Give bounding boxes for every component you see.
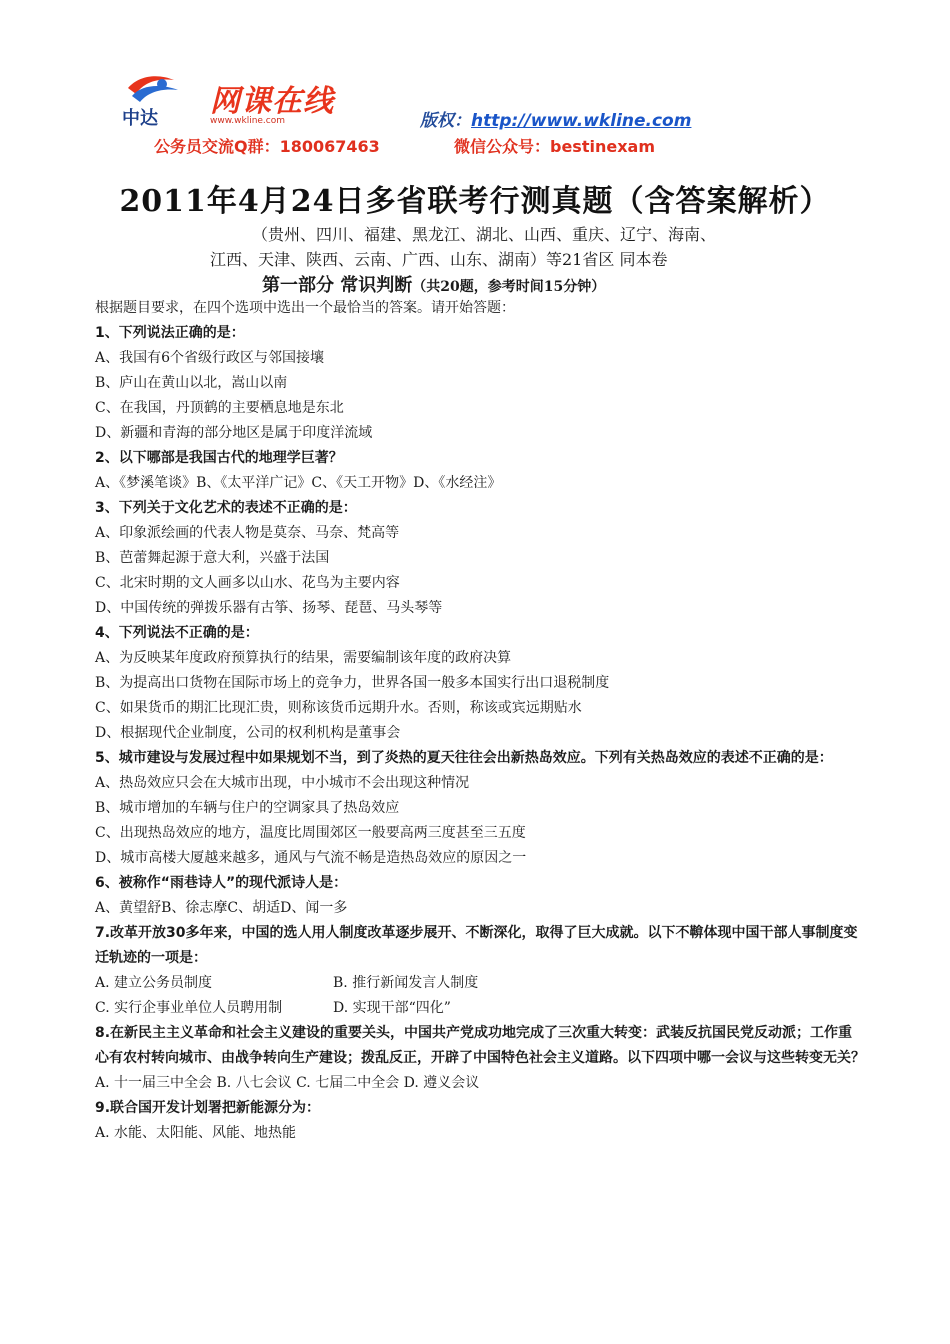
subtitle-line-2: 江西、天津、陕西、云南、广西、山东、湖南）等21省区 同本卷 xyxy=(210,250,668,269)
question-3-option-d: D、中国传统的弹拨乐器有古筝、扬琴、琵琶、马头琴等 xyxy=(95,600,443,616)
question-9-stem: 9.联合国开发计划署把新能源分为： xyxy=(95,1100,321,1116)
subtitle-line-1: （贵州、四川、福建、黑龙江、湖北、山西、重庆、辽宁、海南、 xyxy=(252,225,717,244)
question-3-option-b: B、芭蕾舞起源于意大利，兴盛于法国 xyxy=(95,550,330,566)
question-list xyxy=(95,296,865,1146)
question-5-option-c: C、出现热岛效应的地方，温度比周围郊区一般要高两三度甚至三五度 xyxy=(95,825,526,841)
question-5-stem: 5、城市建设与发展过程中如果规划不当，到了炎热的夏天往往会出新热岛效应。下列有关热岛效应的表述不正确的是： xyxy=(95,750,833,766)
question-7-option-a: A. 建立公务员制度 xyxy=(95,975,213,991)
page-title: 2011年4月24日多省联考行测真题（含答案解析） xyxy=(119,184,831,219)
question-6-stem: 6、被称作“雨巷诗人”的现代派诗人是： xyxy=(95,875,348,891)
question-4-option-a: A、为反映某年度政府预算执行的结果，需要编制该年度的政府决算 xyxy=(95,650,512,666)
section-note: （共20题，参考时间15分钟） xyxy=(412,279,606,295)
question-6-options: A、黄望舒B、徐志摩C、胡适D、闻一多 xyxy=(95,900,348,916)
question-1-option-c: C、在我国，丹顶鹤的主要栖息地是东北 xyxy=(95,400,344,416)
section-heading xyxy=(262,271,605,297)
question-7-option-c: C. 实行企事业单位人员聘用制 xyxy=(95,1000,283,1016)
question-4-option-d: D、根据现代企业制度，公司的权利机构是董事会 xyxy=(95,725,401,741)
question-3-option-c: C、北宋时期的文人画多以山水、花鸟为主要内容 xyxy=(95,575,400,591)
brand-part1: 网课 xyxy=(210,84,272,119)
question-7-option-b: B. 推行新闻发言人制度 xyxy=(333,975,479,991)
brand-url: www.wkline.com xyxy=(210,116,286,126)
question-1-option-d: D、新疆和青海的部分地区是属于印度洋流域 xyxy=(95,425,373,441)
copyright-link[interactable]: http://www.wkline.com xyxy=(471,111,692,131)
copyright-line xyxy=(420,106,691,131)
question-5-option-d: D、城市高楼大厦越来越多，通风与气流不畅是造热岛效应的原因之一 xyxy=(95,850,527,866)
question-1-stem: 1、下列说法正确的是： xyxy=(95,325,245,341)
wechat-text: 微信公众号：bestinexam xyxy=(454,137,655,156)
question-2-stem: 2、以下哪部是我国古代的地理学巨著？ xyxy=(95,450,343,466)
brand-short-text: 中达 xyxy=(122,108,158,129)
question-1-option-a: A、我国有6个省级行政区与邻国接壤 xyxy=(95,350,325,366)
brand-name xyxy=(210,76,334,120)
question-8-options: A. 十一届三中全会 B. 八七会议 C. 七届二中全会 D. 遵义会议 xyxy=(95,1075,480,1091)
question-7-options-row-2 xyxy=(95,996,865,1021)
question-4-stem: 4、下列说法不正确的是： xyxy=(95,625,259,641)
qq-group-text: 公务员交流Q群：180067463 xyxy=(154,137,380,156)
instructions: 根据题目要求，在四个选项中选出一个最恰当的答案。请开始答题： xyxy=(95,300,515,316)
question-3-stem: 3、下列关于文化艺术的表述不正确的是： xyxy=(95,500,357,516)
question-7-option-d: D. 实现干部“四化” xyxy=(333,1000,451,1016)
brand-part2: 在线 xyxy=(272,84,334,119)
question-9-option-a: A. 水能、太阳能、风能、地热能 xyxy=(95,1125,297,1141)
question-5-option-a: A、热岛效应只会在大城市出现，中小城市不会出现这种情况 xyxy=(95,775,470,791)
question-4-option-c: C、如果货币的期汇比现汇贵，则称该货币远期升水。否则，称该或宾远期贴水 xyxy=(95,700,582,716)
section-title: 第一部分 常识判断 xyxy=(262,275,413,296)
question-7-options-row-1 xyxy=(95,971,865,996)
header-banner xyxy=(118,70,738,160)
copyright-label: 版权： xyxy=(420,111,471,131)
zhongda-logo-icon xyxy=(118,70,190,130)
question-5-option-b: B、城市增加的车辆与住户的空调家具了热岛效应 xyxy=(95,800,400,816)
question-8-stem: 8.在新民主主义革命和社会主义建设的重要关头，中国共产党成功地完成了三次重大转变：武装反抗国民党反动派；工作重心有农村转向城市、由战争转向生产建设；拨乱反正，开辟了中国特色社会主义道路。以下四项中哪一会议与这些转变无关？ xyxy=(95,1025,865,1066)
question-7-stem: 7.改革开放30多年来，中国的选人用人制度改革逐步展开、不断深化，取得了巨大成就。以下不鞥体现中国干部人事制度变迁轨迹的一项是： xyxy=(95,925,858,966)
question-2-options: A、《梦溪笔谈》B、《太平洋广记》C、《天工开物》D、《水经注》 xyxy=(95,475,502,491)
question-4-option-b: B、为提高出口货物在国际市场上的竞争力，世界各国一般多本国实行出口退税制度 xyxy=(95,675,610,691)
question-1-option-b: B、庐山在黄山以北，嵩山以南 xyxy=(95,375,288,391)
question-3-option-a: A、印象派绘画的代表人物是莫奈、马奈、梵高等 xyxy=(95,525,400,541)
